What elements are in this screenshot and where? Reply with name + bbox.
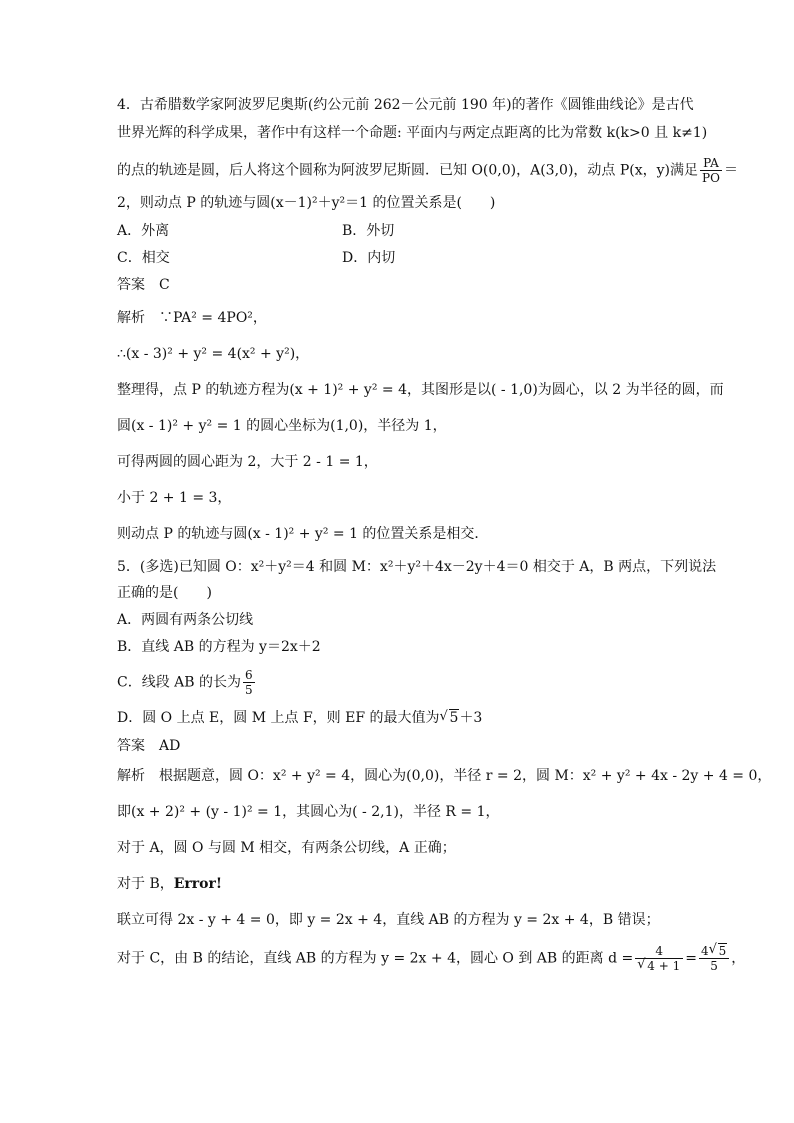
q5-solution-5: 联立可得 2x - y + 4 = 0，即 y = 2x + 4，直线 AB 的方程为 y = 2x + 4，B 错误； bbox=[117, 912, 660, 928]
q5-solution-6 bbox=[117, 944, 745, 973]
q4-solution-6: 小于 2 + 1 = 3， bbox=[117, 490, 232, 506]
q5-distance-sqrt-2 bbox=[709, 944, 728, 958]
q5-solution-6-text: 对于 C，由 B 的结论，直线 AB 的方程为 y = 2x + 4，圆心 O 到 AB 的距离 d = bbox=[117, 950, 634, 967]
q4-line-4: 2，则动点 P 的轨迹与圆(x－1)²＋y²＝1 的位置关系是( ) bbox=[117, 195, 496, 211]
q5-option-d-tail: ＋3 bbox=[459, 710, 483, 726]
q5-distance-denominator-1 bbox=[635, 959, 683, 973]
q5-option-d bbox=[117, 709, 482, 727]
q5-error-text: Error! bbox=[173, 876, 223, 892]
q4-line-2: 世界光辉的科学成果，著作中有这样一个命题: 平面内与两定点距离的比为常数 k(k>0 且 k≠1) bbox=[117, 125, 708, 141]
q5-option-c-numerator: 6 bbox=[245, 668, 253, 682]
q4-solution-5: 可得两圆的圆心距为 2，大于 2 - 1 = 1， bbox=[117, 454, 378, 470]
q5-option-d-text: D．圆 O 上点 E，圆 M 上点 F，则 EF 的最大值为 bbox=[117, 710, 440, 726]
q5-answer: 答案 AD bbox=[117, 738, 181, 754]
q5-solution-2: 即(x + 2)² + (y - 1)² = 1，其圆心为( - 2,1)，半径 R = 1， bbox=[117, 804, 500, 820]
q5-option-c-denominator: 5 bbox=[245, 683, 253, 697]
q5-distance-numerator-1: 4 bbox=[635, 944, 683, 959]
q4-option-d: D．内切 bbox=[342, 250, 396, 266]
q5-distance-sqrt-1 bbox=[637, 959, 681, 973]
q5-distance-equals: = bbox=[685, 950, 697, 967]
q5-distance-radicand-2: 5 bbox=[718, 944, 727, 958]
q4-solution-4: 圆(x - 1)² + y² = 1 的圆心坐标为(1,0)，半径为 1， bbox=[117, 418, 447, 434]
q5-solution-1: 解析 根据题意，圆 O：x² + y² = 4，圆心为(0,0)，半径 r = 2，圆 M：x² + y² + 4x - 2y + 4 = 0， bbox=[117, 768, 772, 784]
q5-solution-4 bbox=[117, 875, 222, 893]
q5-option-b: B．直线 AB 的方程为 y＝2x＋2 bbox=[117, 639, 321, 655]
q5-solution-3: 对于 A，圆 O 与圆 M 相交，有两条公切线，A 正确； bbox=[117, 840, 456, 856]
q5-option-c-text: C．线段 AB 的长为 bbox=[117, 674, 242, 691]
q4-ratio-fraction bbox=[700, 156, 722, 185]
q5-distance-fraction-1 bbox=[635, 944, 683, 973]
q4-line-1: 4．古希腊数学家阿波罗尼奥斯(约公元前 262－公元前 190 年)的著作《圆锥曲线论》是古代 bbox=[117, 97, 694, 113]
q4-solution-1: 解析 ∵PA² = 4PO²， bbox=[117, 310, 267, 326]
q4-option-b: B．外切 bbox=[342, 223, 395, 239]
q5-option-c-fraction bbox=[243, 668, 255, 697]
q5-line-1: 5．(多选)已知圆 O：x²＋y²＝4 和圆 M：x²＋y²＋4x－2y＋4＝0 相交于 A，B 两点，下列说法 bbox=[117, 559, 717, 575]
q4-fraction-denominator: PO bbox=[702, 171, 720, 185]
q5-distance-numerator-2 bbox=[699, 944, 729, 959]
q5-distance-denominator-2: 5 bbox=[710, 959, 718, 973]
q4-solution-7: 则动点 P 的轨迹与圆(x - 1)² + y² = 1 的位置关系是相交． bbox=[117, 526, 489, 542]
q4-solution-2: ∴(x - 3)² + y² = 4(x² + y²)， bbox=[117, 346, 310, 362]
q4-line-3-tail: ＝ bbox=[723, 162, 738, 179]
q4-option-c: C．相交 bbox=[117, 250, 170, 266]
q4-line-3-text: 的点的轨迹是圆，后人将这个圆称为阿波罗尼斯圆．已知 O(0,0)，A(3,0)，动点 P(x，y)满足 bbox=[117, 162, 699, 179]
q4-line-3 bbox=[117, 156, 738, 185]
q5-option-a: A．两圆有两条公切线 bbox=[117, 612, 254, 628]
q5-option-c bbox=[117, 668, 257, 697]
q5-distance-coef: 4 bbox=[700, 944, 709, 958]
q5-solution-6-tail: ， bbox=[731, 950, 746, 967]
q5-line-2: 正确的是( ) bbox=[117, 585, 212, 601]
q5-option-d-radicand: 5 bbox=[449, 710, 459, 726]
q4-solution-3: 整理得，点 P 的轨迹方程为(x + 1)² + y² = 4，其图形是以( - 1,0)为圆心，以 2 为半径的圆，而 bbox=[117, 382, 724, 398]
q5-distance-radicand-1: 4 + 1 bbox=[647, 959, 681, 973]
q5-solution-4-text: 对于 B， bbox=[117, 876, 174, 892]
q4-fraction-numerator: PA bbox=[700, 156, 722, 171]
q4-answer: 答案 C bbox=[117, 277, 170, 293]
q5-distance-fraction-2 bbox=[699, 944, 729, 973]
q4-option-a: A．外离 bbox=[117, 223, 170, 239]
q5-option-d-sqrt bbox=[440, 709, 460, 727]
